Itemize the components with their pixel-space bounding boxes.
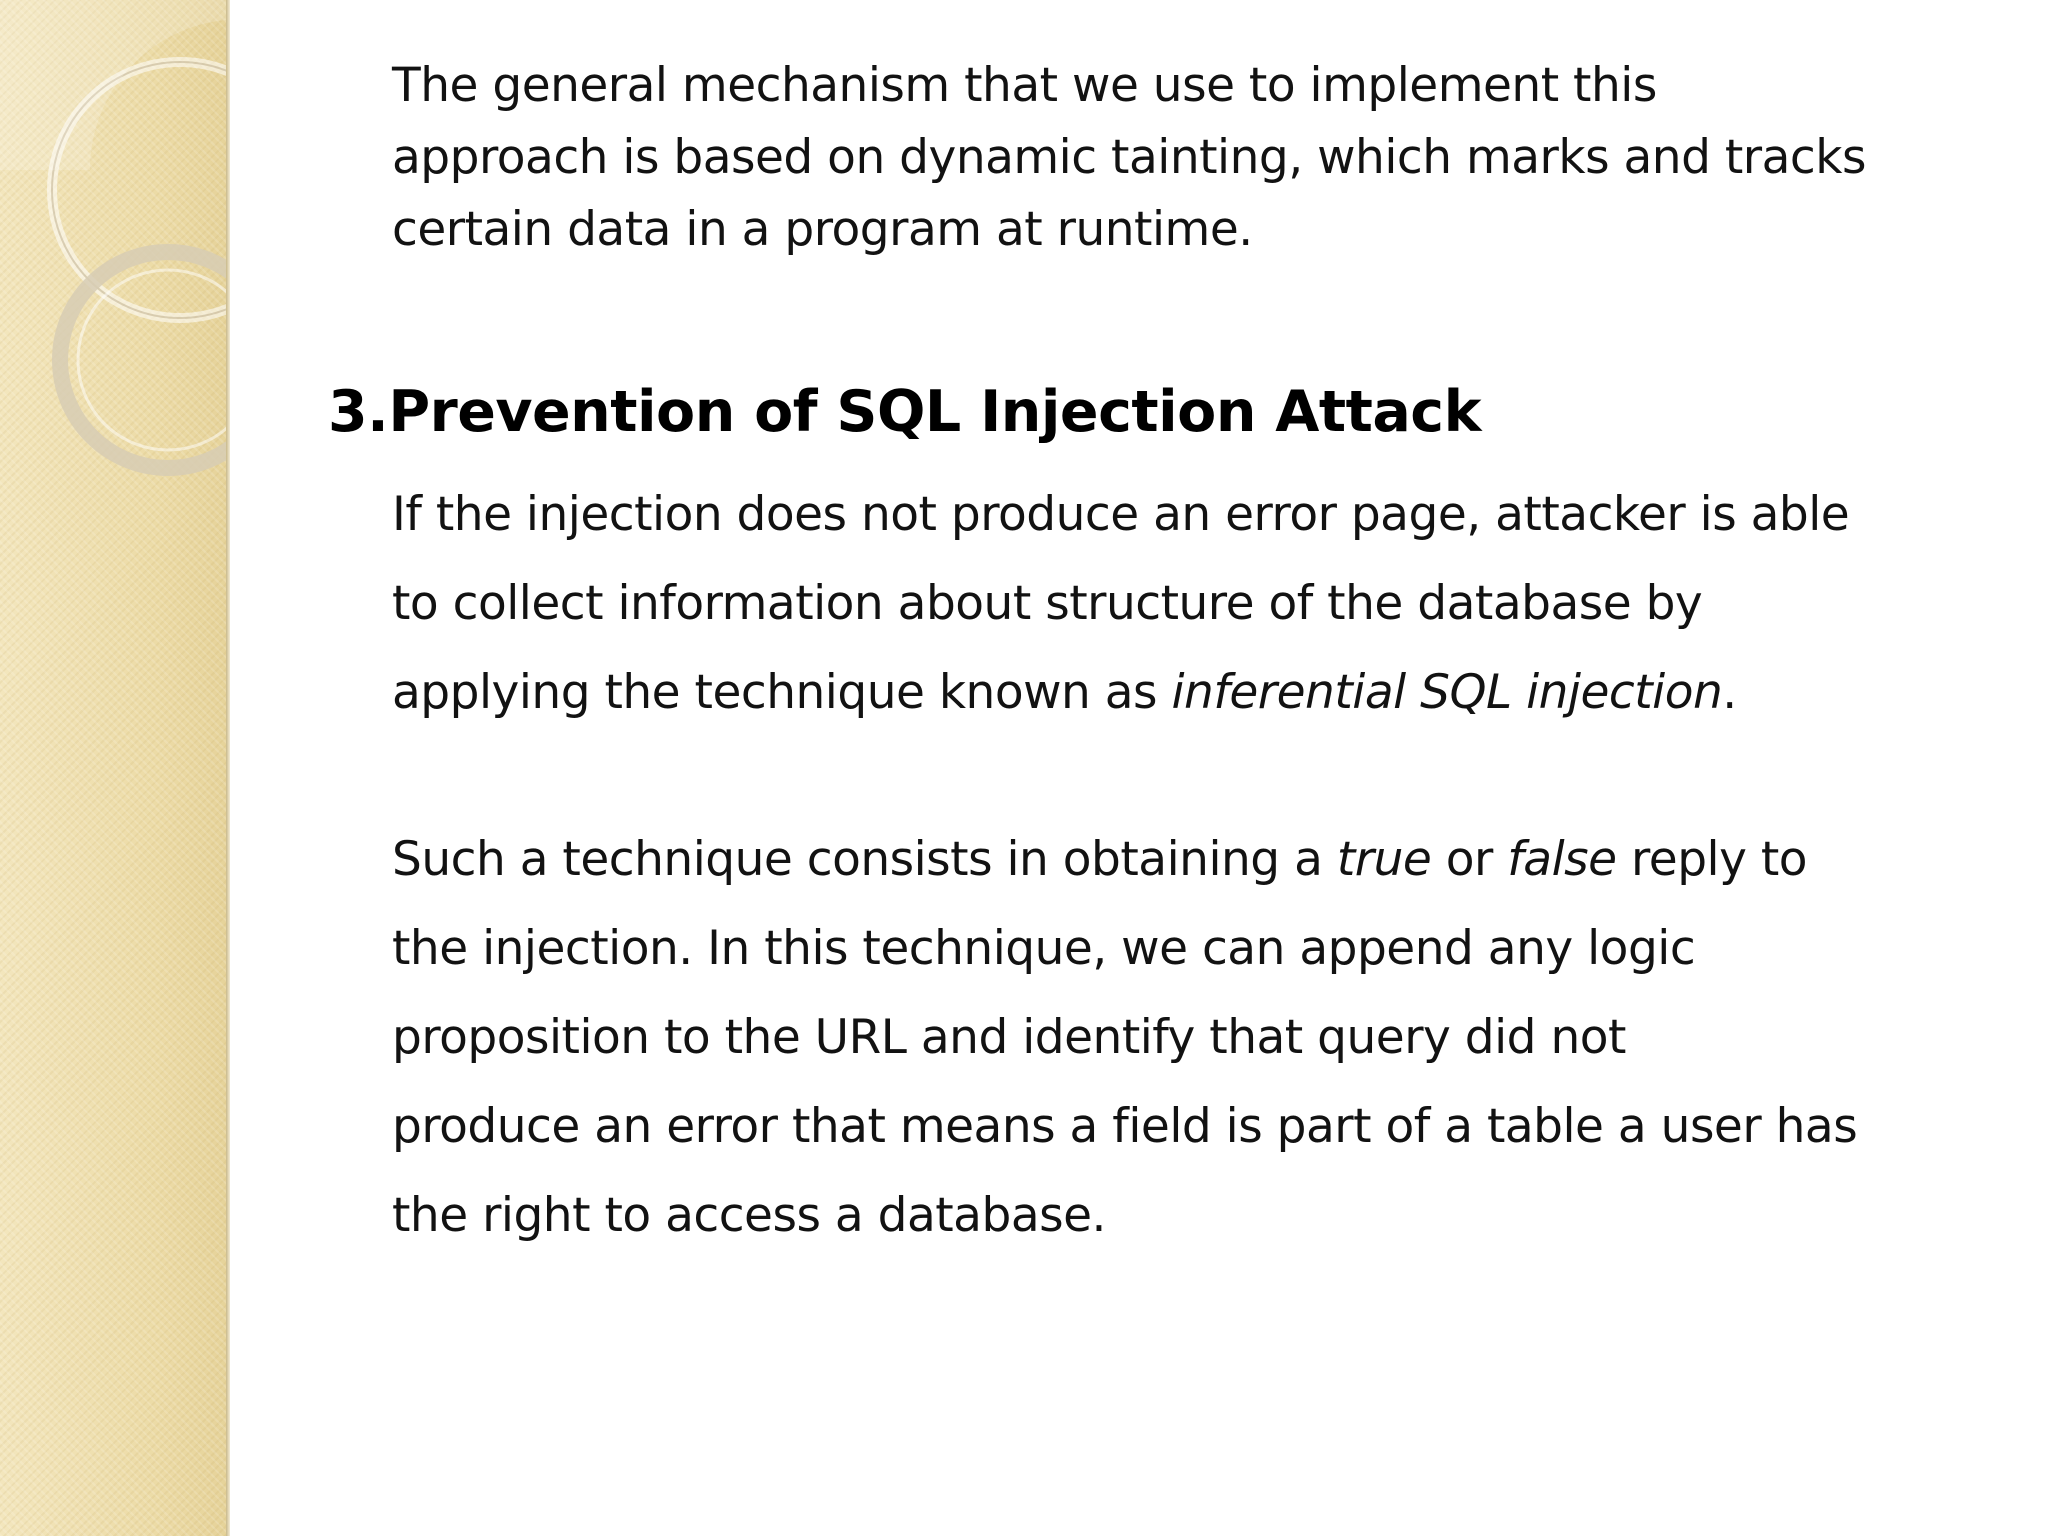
intro-line: certain data in a program at runtime. xyxy=(392,202,1253,257)
decorative-rings xyxy=(0,0,226,520)
paragraph-line: If the injection does not produce an error page, attacker is able xyxy=(392,487,1850,542)
technique-paragraph xyxy=(392,815,1857,1260)
emphasis-term: true xyxy=(1336,832,1432,887)
text-run: reply to xyxy=(1616,832,1808,887)
paragraph-line: the injection. In this technique, we can append any logic xyxy=(392,921,1696,976)
text-run: . xyxy=(1722,665,1737,720)
text-run: Such a technique consists in obtaining a xyxy=(392,832,1337,887)
strip-edge-divider xyxy=(226,0,230,1536)
section-heading: 3.Prevention of SQL Injection Attack xyxy=(328,379,1482,445)
emphasis-term: false xyxy=(1507,832,1617,887)
small-ring xyxy=(60,252,226,468)
intro-paragraph xyxy=(392,50,1866,266)
paragraph-line: proposition to the URL and identify that query did not xyxy=(392,1010,1626,1065)
inferential-paragraph xyxy=(392,470,1849,737)
ring-highlight xyxy=(0,0,226,170)
intro-line: approach is based on dynamic tainting, which marks and tracks xyxy=(392,130,1866,185)
text-run: or xyxy=(1431,832,1508,887)
emphasis-term: inferential SQL injection xyxy=(1171,665,1723,720)
paragraph-line: to collect information about structure of the database by xyxy=(392,576,1703,631)
intro-line: The general mechanism that we use to implement this xyxy=(392,58,1657,113)
decorative-side-strip xyxy=(0,0,226,1536)
small-ring-inner xyxy=(78,270,226,450)
paragraph-line: the right to access a database. xyxy=(392,1188,1106,1243)
paragraph-line xyxy=(392,815,1857,904)
paragraph-line xyxy=(392,648,1849,737)
paragraph-line: produce an error that means a field is part of a table a user has xyxy=(392,1099,1858,1154)
text-run: applying the technique known as xyxy=(392,665,1172,720)
